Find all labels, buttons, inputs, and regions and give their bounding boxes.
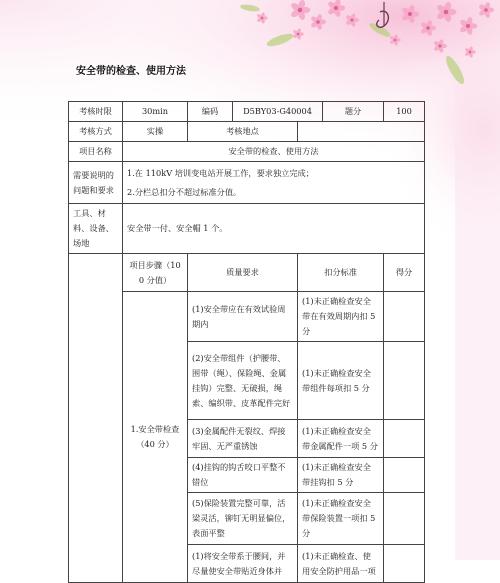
- label-tools: 工具、材料、设备、场地: [69, 204, 123, 254]
- deduct-cell: (1)未正确检查安全带保险装置一项扣 5 分: [298, 493, 384, 545]
- score-cell: [384, 545, 425, 583]
- header-deduct: 扣分标准: [298, 254, 384, 292]
- value-score: 100: [384, 102, 425, 122]
- score-cell: [384, 292, 425, 342]
- label-time: 考核时限: [69, 102, 123, 122]
- deduct-cell: (1)未正确检查安全带金属配件一项 5 分: [298, 420, 384, 458]
- score-cell: [384, 493, 425, 545]
- document-title: 安全带的检查、使用方法: [76, 66, 186, 77]
- requirement-1: 1.在 110kV 培训变电站开展工作，要求独立完成；: [127, 167, 314, 178]
- label-place: 考核地点: [188, 122, 298, 142]
- quality-cell: (5)保险装置完整可靠，活梁灵活，铆钉无明显偏位，表面平整: [188, 493, 298, 545]
- deduct-cell: (1)未正确检查安全带在有效周期内扣 5 分: [298, 292, 384, 342]
- label-code: 编码: [188, 102, 233, 122]
- value-tools: 安全带一付、安全帽 1 个。: [123, 204, 425, 254]
- label-score: 题分: [323, 102, 384, 122]
- requirement-2: 2.分栏总扣分不超过标准分值。: [127, 186, 242, 197]
- value-code: D5BY03-G40004: [233, 102, 323, 122]
- value-mode: 实操: [123, 122, 188, 142]
- assessment-table: [68, 101, 425, 583]
- step-1-name: 1.安全带检查（40 分）: [123, 292, 188, 583]
- header-quality: 质量要求: [188, 254, 298, 292]
- deduct-cell: (1)未正确检查安全带挂钩扣 5 分: [298, 458, 384, 493]
- quality-cell: (2)安全带组件（护腰带、围带（绳）、保险绳、金属挂钩）完整、无破损，绳索、编织带、皮革配件完好: [188, 342, 298, 420]
- quality-cell: (3)金属配件无裂纹、焊接牢固、无严重锈蚀: [188, 420, 298, 458]
- header-steps: 项目步骤（100 分值）: [123, 254, 188, 292]
- header-score: 得分: [384, 254, 425, 292]
- requirements-cell: [123, 162, 425, 204]
- label-item: 项目名称: [69, 142, 123, 162]
- value-place: [298, 122, 425, 142]
- score-cell: [384, 458, 425, 493]
- deduct-cell: (1)未正确检查安全带组件每项扣 5 分: [298, 342, 384, 420]
- blank-left-column: [69, 254, 123, 583]
- value-time: 30min: [123, 102, 188, 122]
- score-cell: [384, 420, 425, 458]
- quality-cell: (1)将安全带系于腰间，并尽量使安全带贴近身体并: [188, 545, 298, 583]
- label-requirements: 需要说明的问题和要求: [69, 162, 123, 204]
- score-cell: [384, 342, 425, 420]
- label-mode: 考核方式: [69, 122, 123, 142]
- quality-cell: (1)安全带应在有效试验周期内: [188, 292, 298, 342]
- quality-cell: (4)挂钩的钩舌咬口平整不错位: [188, 458, 298, 493]
- deduct-cell: (1)未正确检查、使用安全防护用品一项: [298, 545, 384, 583]
- value-item: 安全带的检查、使用方法: [123, 142, 425, 162]
